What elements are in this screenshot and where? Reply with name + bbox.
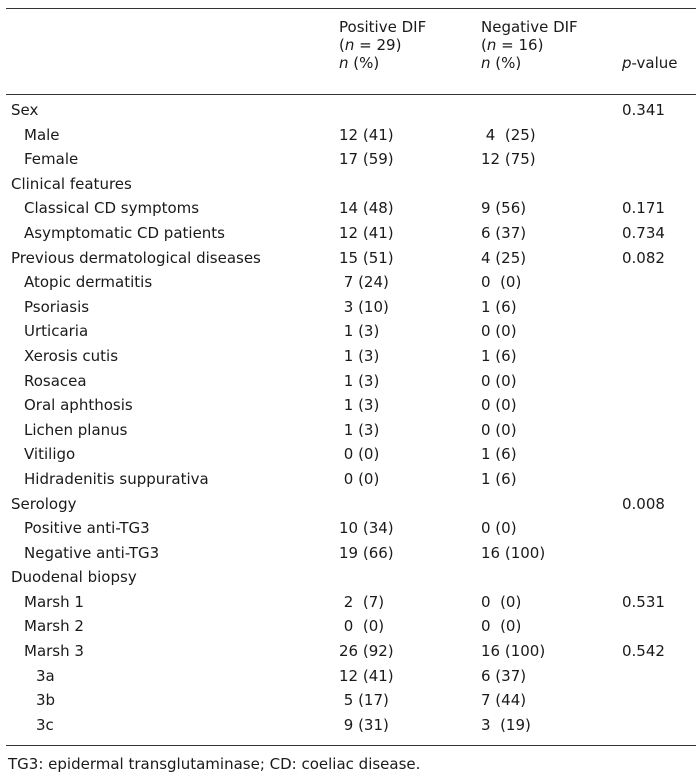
positive-dif-cell: 15 (51) bbox=[339, 248, 394, 267]
row-label: Duodenal biopsy bbox=[11, 568, 137, 587]
p-value-cell: 0.082 bbox=[622, 248, 665, 267]
table-body bbox=[0, 98, 700, 737]
negative-dif-cell: 7 (44) bbox=[481, 691, 527, 710]
positive-dif-cell: 1 (3) bbox=[339, 346, 380, 365]
positive-dif-cell: 5 (17) bbox=[339, 691, 389, 710]
negative-dif-cell: 0 (0) bbox=[481, 519, 517, 538]
table-row bbox=[0, 614, 700, 639]
negative-dif-cell: 0 (0) bbox=[481, 617, 522, 636]
table-footnote: TG3: epidermal transglutaminase; CD: coeliac disease. bbox=[8, 755, 421, 773]
table-row bbox=[0, 270, 700, 295]
negative-dif-cell: 0 (0) bbox=[481, 420, 517, 439]
negative-dif-cell: 3 (19) bbox=[481, 715, 531, 734]
table-row bbox=[0, 369, 700, 394]
row-label: Hidradenitis suppurativa bbox=[24, 469, 209, 488]
positive-dif-cell: 0 (0) bbox=[339, 617, 385, 636]
negative-dif-cell: 0 (0) bbox=[481, 322, 517, 341]
table-row bbox=[0, 246, 700, 271]
positive-dif-cell: 2 (7) bbox=[339, 592, 385, 611]
table-row bbox=[0, 295, 700, 320]
header-p-value-label: p-value bbox=[622, 54, 678, 72]
table-row bbox=[0, 418, 700, 443]
row-label: Xerosis cutis bbox=[24, 346, 119, 365]
row-label: Classical CD symptoms bbox=[24, 199, 200, 218]
positive-dif-cell: 10 (34) bbox=[339, 519, 394, 538]
negative-dif-cell: 16 (100) bbox=[481, 642, 546, 661]
row-label: Atopic dermatitis bbox=[24, 273, 153, 292]
positive-dif-cell: 19 (66) bbox=[339, 543, 394, 562]
negative-dif-cell: 1 (6) bbox=[481, 445, 517, 464]
table-row bbox=[0, 123, 700, 148]
p-value-cell: 0.542 bbox=[622, 642, 665, 661]
table-row bbox=[0, 688, 700, 713]
negative-dif-cell: 4 (25) bbox=[481, 125, 536, 144]
positive-dif-cell: 7 (24) bbox=[339, 273, 389, 292]
table-top-rule bbox=[6, 8, 696, 9]
header-positive-dif bbox=[339, 18, 426, 72]
row-label: Vitiligo bbox=[24, 445, 76, 464]
row-label: 3b bbox=[36, 691, 56, 710]
negative-dif-cell: 6 (37) bbox=[481, 223, 527, 242]
row-label: Previous dermatological diseases bbox=[11, 248, 261, 267]
positive-dif-cell: 12 (41) bbox=[339, 666, 394, 685]
positive-dif-cell: 0 (0) bbox=[339, 469, 380, 488]
p-value-cell: 0.734 bbox=[622, 223, 665, 242]
row-label: Female bbox=[24, 150, 79, 169]
negative-dif-cell: 16 (100) bbox=[481, 543, 546, 562]
row-label: Oral aphthosis bbox=[24, 396, 133, 415]
row-label: Sex bbox=[11, 101, 39, 119]
row-label: Lichen planus bbox=[24, 420, 128, 439]
row-label: Serology bbox=[11, 494, 77, 513]
header-positive-unit: n (%) bbox=[339, 54, 380, 72]
p-value-cell: 0.531 bbox=[622, 592, 665, 611]
table-row bbox=[0, 98, 700, 123]
row-label: Negative anti-TG3 bbox=[24, 543, 160, 562]
negative-dif-cell: 0 (0) bbox=[481, 396, 517, 415]
negative-dif-cell: 0 (0) bbox=[481, 371, 517, 390]
p-value-cell: 0.341 bbox=[622, 101, 665, 119]
table-row bbox=[0, 639, 700, 664]
header-p-value bbox=[622, 54, 678, 72]
positive-dif-cell: 12 (41) bbox=[339, 223, 394, 242]
p-value-cell: 0.008 bbox=[622, 494, 665, 513]
positive-dif-cell: 17 (59) bbox=[339, 150, 394, 169]
positive-dif-cell: 1 (3) bbox=[339, 371, 380, 390]
table-row bbox=[0, 221, 700, 246]
header-negative-dif bbox=[481, 18, 578, 72]
table-header-rule bbox=[6, 94, 696, 95]
row-label: Psoriasis bbox=[24, 297, 90, 316]
table-row bbox=[0, 467, 700, 492]
table-row bbox=[0, 590, 700, 615]
header-negative-unit: n (%) bbox=[481, 54, 522, 72]
header-positive-count: (n = 29) bbox=[339, 36, 402, 54]
row-label: Marsh 2 bbox=[24, 617, 84, 636]
table-row bbox=[0, 492, 700, 517]
positive-dif-cell: 12 (41) bbox=[339, 125, 394, 144]
header-negative-title: Negative DIF bbox=[481, 18, 578, 36]
row-label: Clinical features bbox=[11, 174, 132, 193]
positive-dif-cell: 0 (0) bbox=[339, 445, 380, 464]
row-label: Male bbox=[24, 125, 60, 144]
negative-dif-cell: 4 (25) bbox=[481, 248, 527, 267]
table-row bbox=[0, 319, 700, 344]
table-row bbox=[0, 664, 700, 689]
positive-dif-cell: 3 (10) bbox=[339, 297, 389, 316]
table-row bbox=[0, 541, 700, 566]
row-label: 3a bbox=[36, 666, 55, 685]
table-row bbox=[0, 172, 700, 197]
row-label: Urticaria bbox=[24, 322, 89, 341]
negative-dif-cell: 9 (56) bbox=[481, 199, 527, 218]
positive-dif-cell: 1 (3) bbox=[339, 322, 380, 341]
negative-dif-cell: 0 (0) bbox=[481, 273, 522, 292]
table-row bbox=[0, 196, 700, 221]
table-row bbox=[0, 565, 700, 590]
table-row bbox=[0, 713, 700, 738]
row-label: Marsh 3 bbox=[24, 642, 84, 661]
header-positive-title: Positive DIF bbox=[339, 18, 427, 36]
row-label: Rosacea bbox=[24, 371, 87, 390]
positive-dif-cell: 1 (3) bbox=[339, 396, 380, 415]
table-bottom-rule bbox=[6, 745, 696, 746]
header-negative-count: (n = 16) bbox=[481, 36, 544, 54]
negative-dif-cell: 1 (6) bbox=[481, 297, 517, 316]
positive-dif-cell: 1 (3) bbox=[339, 420, 380, 439]
row-label: Asymptomatic CD patients bbox=[24, 223, 225, 242]
table-row bbox=[0, 344, 700, 369]
positive-dif-cell: 26 (92) bbox=[339, 642, 394, 661]
negative-dif-cell: 1 (6) bbox=[481, 469, 517, 488]
positive-dif-cell: 9 (31) bbox=[339, 715, 389, 734]
negative-dif-cell: 1 (6) bbox=[481, 346, 517, 365]
row-label: Positive anti-TG3 bbox=[24, 519, 150, 538]
row-label: Marsh 1 bbox=[24, 592, 84, 611]
negative-dif-cell: 12 (75) bbox=[481, 150, 536, 169]
row-label: 3c bbox=[36, 715, 54, 734]
p-value-cell: 0.171 bbox=[622, 199, 665, 218]
table-row bbox=[0, 393, 700, 418]
table-row bbox=[0, 516, 700, 541]
table-row bbox=[0, 442, 700, 467]
negative-dif-cell: 0 (0) bbox=[481, 592, 522, 611]
positive-dif-cell: 14 (48) bbox=[339, 199, 394, 218]
table-row bbox=[0, 147, 700, 172]
negative-dif-cell: 6 (37) bbox=[481, 666, 527, 685]
